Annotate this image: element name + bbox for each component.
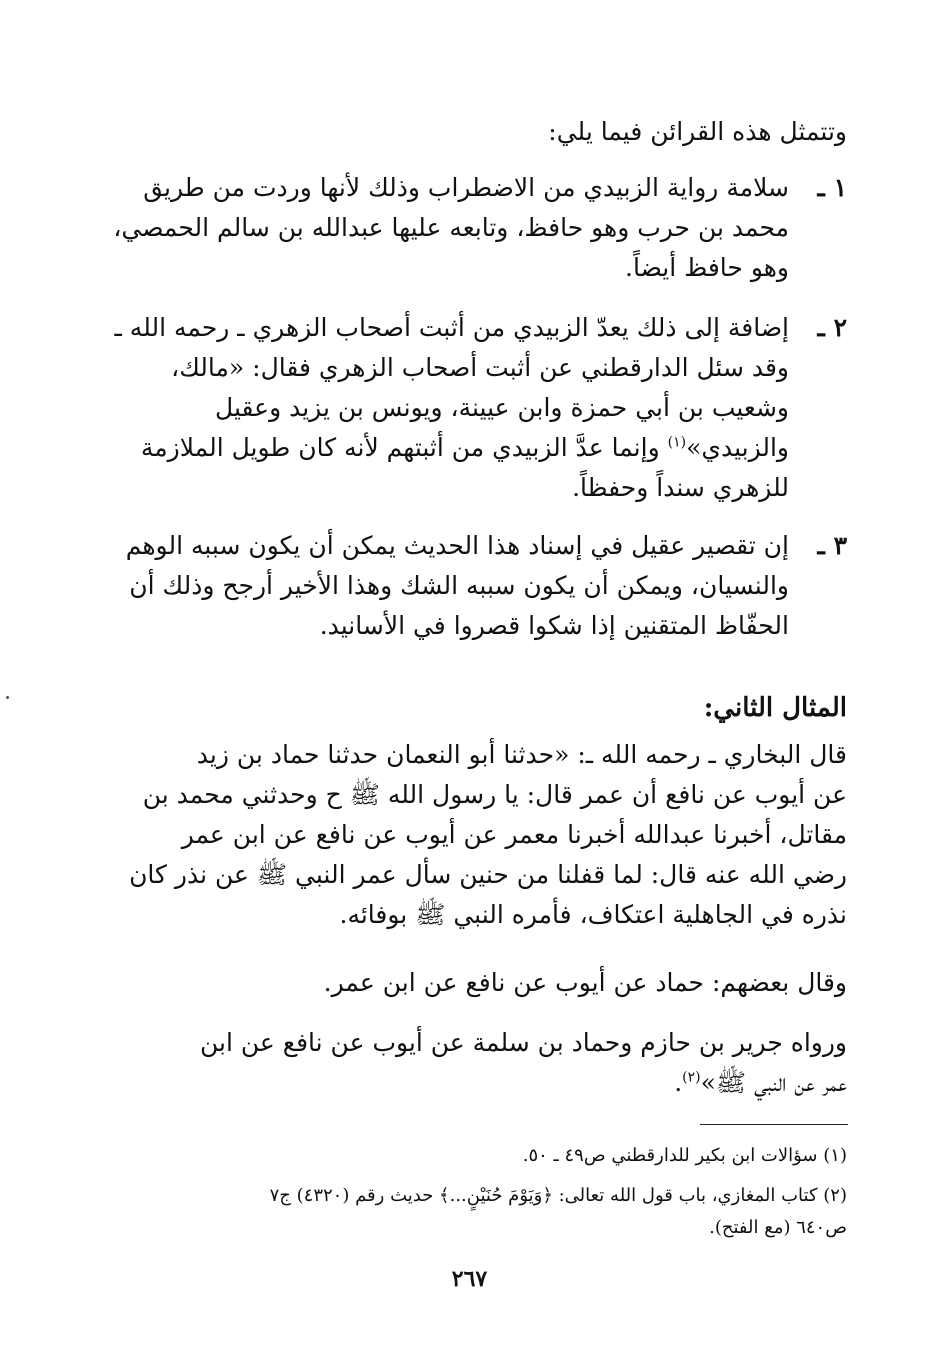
line-rest: وإنما عدَّ الزبيدي من أثبتهم لأنه كان طويل الملازمة [140, 433, 668, 462]
text-line: إن تقصير عقيل في إسناد هذا الحديث يمكن أن يكون سببه الوهم [125, 531, 789, 560]
footnote-1 [107, 1140, 847, 1172]
footnote-line: ص٦٤٠ (مع الفتح). [709, 1217, 847, 1238]
list-number: ٢ ـ [817, 313, 847, 342]
text-line [99, 428, 789, 468]
footnote-text: كتاب المغازي، باب قول الله تعالى: ﴿وَيَوْمَ حُنَيْنٍ...﴾ حديث رقم (٤٣٢٠) ج٧ [269, 1185, 818, 1206]
text-line: عن أيوب عن نافع أن عمر قال: يا رسول الله ﷺ ح وحدثني محمد بن [142, 780, 847, 809]
text-line: وقد سئل الدارقطني عن أثبت أصحاب الزهري فقال: «مالك، [171, 353, 789, 382]
text-line: وتتمثل هذه القرائن فيما يلي: [548, 117, 847, 146]
text-line: قال البخاري ـ رحمه الله ـ: «حدثنا أبو النعمان حدثنا حماد بن زيد [196, 740, 847, 769]
text-line: مقاتل، أخبرنا عبدالله أخبرنا معمر عن أيوب عن نافع عن ابن عمر [181, 820, 847, 849]
text-line: وقال بعضهم: حماد عن أيوب عن نافع عن ابن عمر. [323, 968, 847, 997]
line-text: عمر عن النبي ﷺ» [700, 1068, 847, 1097]
footnote-line [107, 1180, 847, 1212]
text-line: الحفّاظ المتقنين إذا شكوا قصروا في الأسانيد. [319, 611, 789, 640]
text-line: نذره في الجاهلية اعتكاف، فأمره النبي ﷺ بوفائه. [339, 900, 847, 929]
quote-end: والزبيدي» [686, 433, 789, 462]
page-number: ٢٦٧ [451, 1266, 488, 1292]
list-number: ١ ـ [817, 173, 847, 202]
text-line: إضافة إلى ذلك يعدّ الزبيدي من أثبت أصحاب الزهري ـ رحمه الله ـ [114, 313, 789, 342]
text-line: والنسيان، ويمكن أن يكون سببه الشك وهذا الأخير أرجح وذلك أن [129, 571, 789, 600]
text-line: للزهري سنداً وحفظاً. [572, 473, 789, 502]
paragraph-some-said [107, 963, 847, 1003]
footnote-divider [700, 1124, 848, 1125]
list-number: ٣ ـ [817, 531, 847, 560]
footnote-2 [107, 1180, 847, 1244]
intro-paragraph [107, 112, 847, 152]
footnote-ref-2[interactable]: (٢) [682, 1069, 701, 1086]
paragraph-narration [107, 1023, 847, 1103]
footnote-line [107, 1140, 847, 1172]
margin-dot [6, 696, 9, 699]
footnote-ref-1[interactable]: (١) [667, 434, 687, 451]
text-line: ورواه جرير بن حازم وحماد بن سلمة عن أيوب عن نافع عن ابن [200, 1028, 847, 1057]
footnote-mark: (٢) [823, 1185, 847, 1206]
text-line: محمد بن حرب وهو حافظ، وتابعه عليها عبدالله بن سالم الحمصي، [113, 213, 789, 242]
section-heading: المثال الثاني: [703, 693, 847, 723]
paragraph-hadith [107, 735, 847, 935]
text-line [107, 1063, 847, 1103]
line-end: . [674, 1068, 683, 1097]
text-line: رضي الله عنه قال: لما قفلنا من حنين سأل عمر النبي ﷺ عن نذر كان [129, 860, 847, 889]
footnote-text: سؤالات ابن بكير للدارقطني ص٤٩ ـ ٥٠. [522, 1145, 818, 1166]
text-line: وشعيب بن أبي حمزة وابن عيينة، ويونس بن يزيد وعقيل [215, 393, 789, 422]
text-line: سلامة رواية الزبيدي من الاضطراب وذلك لأنها وردت من طريق [143, 173, 789, 202]
text-line: وهو حافظ أيضاً. [625, 253, 789, 282]
footnote-mark: (١) [823, 1145, 847, 1166]
